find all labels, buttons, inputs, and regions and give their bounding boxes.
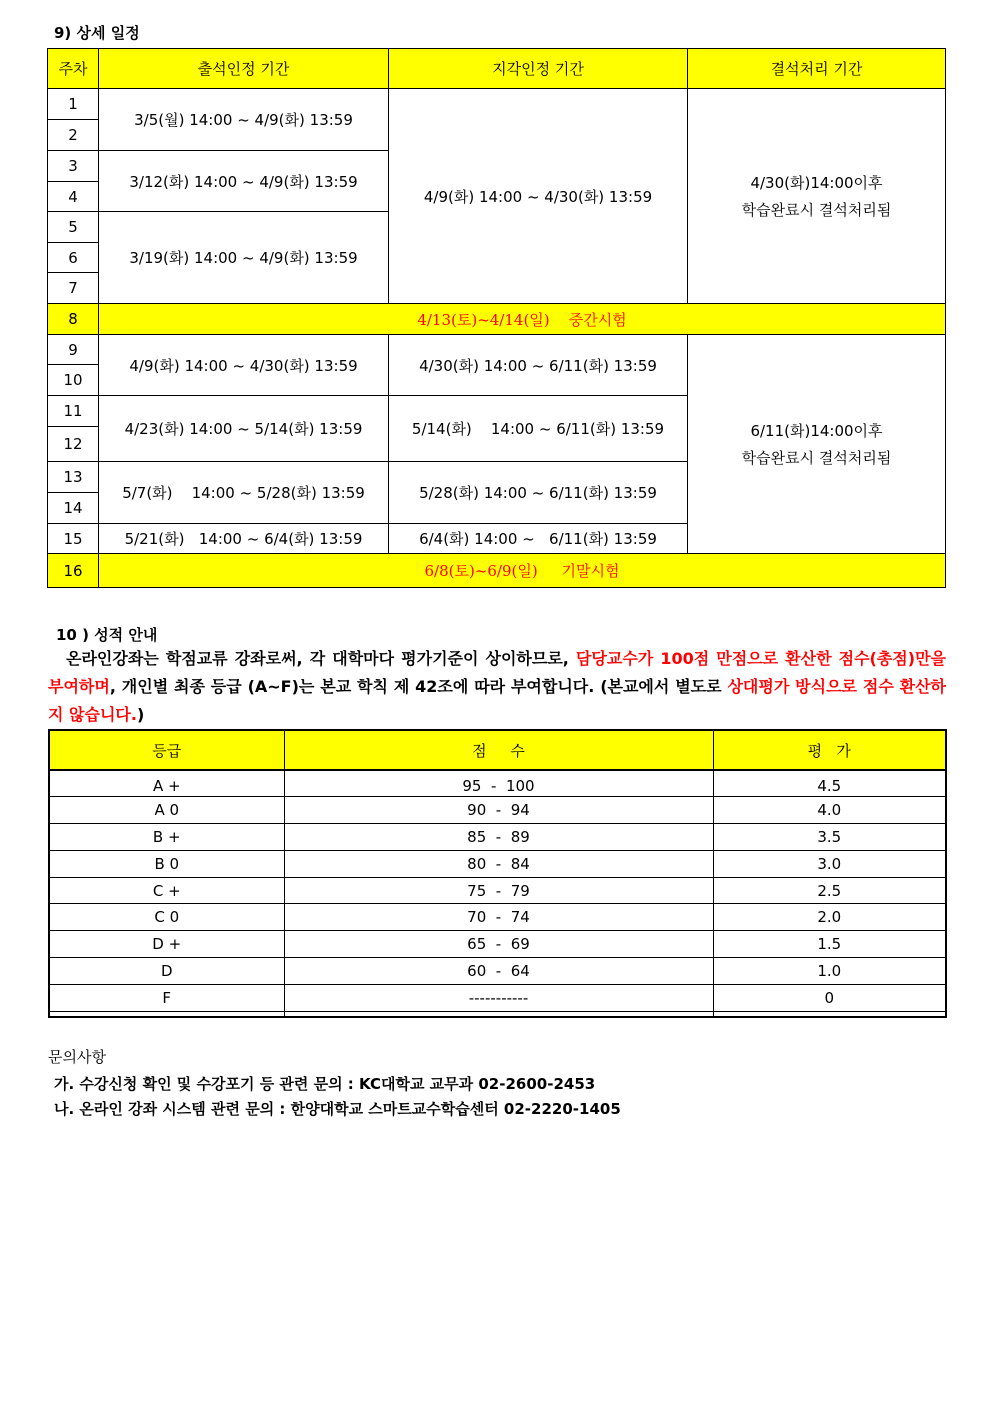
late-period: 4/30(화) 14:00 ~ 6/11(화) 13:59 [389,335,688,396]
grade-cell: C + [49,877,284,904]
week-cell: 5 [48,212,99,243]
week-cell: 1 [48,89,99,120]
contact-title: 문의사항 [48,1048,106,1066]
attend-period: 3/12(화) 14:00 ~ 4/9(화) 13:59 [99,151,389,212]
paragraph-highlight: 담당교수가 100점 만점으로 환산한 점수(총점)만을 부여하며 [48,649,946,696]
week-cell: 15 [48,524,99,554]
point-cell: 2.5 [713,877,946,904]
week-cell: 16 [48,554,99,588]
point-cell: 2.0 [713,904,946,931]
schedule-table [47,48,946,588]
score-cell: 90 - 94 [284,797,713,824]
spacer-cell [49,1011,284,1017]
midterm-exam: 4/13(토)~4/14(일) 중간시험 [99,304,946,335]
header-score: 점 수 [284,730,713,770]
point-cell: 3.0 [713,850,946,877]
grade-cell: F [49,984,284,1011]
score-cell: 80 - 84 [284,850,713,877]
week-cell: 12 [48,427,99,462]
week-cell: 9 [48,335,99,365]
grade-cell: D + [49,931,284,958]
paragraph-highlight: 상대평가 방식으로 점수 환산하지 않습니다. [48,677,947,724]
header-attend: 출석인정 기간 [99,49,389,89]
attend-period: 3/5(월) 14:00 ~ 4/9(화) 13:59 [99,89,389,151]
header-week: 주차 [48,49,99,89]
absent-period [688,335,946,554]
grade-cell: A 0 [49,797,284,824]
attend-period: 5/7(화) 14:00 ~ 5/28(화) 13:59 [99,462,389,524]
attend-period: 4/9(화) 14:00 ~ 4/30(화) 13:59 [99,335,389,396]
week-cell: 4 [48,182,99,212]
grade-cell: C 0 [49,904,284,931]
score-cell: 60 - 64 [284,958,713,985]
paragraph-text: ) [136,705,145,724]
point-cell: 0 [713,984,946,1011]
spacer-cell [284,1011,713,1017]
week-cell: 14 [48,493,99,524]
point-cell: 1.0 [713,958,946,985]
absent-line2: 학습완료시 결석처리됨 [741,201,892,219]
grade-row [49,824,946,851]
grade-row [49,931,946,958]
score-cell: ----------- [284,984,713,1011]
week-cell: 2 [48,120,99,151]
grade-cell: D [49,958,284,985]
point-cell: 3.5 [713,824,946,851]
score-cell: 75 - 79 [284,877,713,904]
paragraph-text: 온라인강좌는 학점교류 강좌로써, 각 대학마다 평가기준이 상이하므로, [66,649,576,668]
absent-line2: 학습완료시 결석처리됨 [741,449,892,467]
grade-cell: A + [49,770,284,797]
grade-row [49,770,946,797]
point-cell: 4.5 [713,770,946,797]
point-cell: 4.0 [713,797,946,824]
header-point: 평 가 [713,730,946,770]
contact-line1: 가. 수강신청 확인 및 수강포기 등 관련 문의 : KC대학교 교무과 02-2600-2453 [54,1075,596,1093]
week-cell: 11 [48,396,99,427]
attend-period: 3/19(화) 14:00 ~ 4/9(화) 13:59 [99,212,389,304]
grade-row [49,958,946,985]
point-cell: 1.5 [713,931,946,958]
score-cell: 65 - 69 [284,931,713,958]
grade-row [49,984,946,1011]
score-cell: 95 - 100 [284,770,713,797]
grade-cell: B + [49,824,284,851]
absent-period [688,89,946,304]
score-cell: 85 - 89 [284,824,713,851]
attend-period: 5/21(화) 14:00 ~ 6/4(화) 13:59 [99,524,389,554]
week-cell: 6 [48,243,99,273]
paragraph-text: , 개인별 최종 등급 (A~F)는 본교 학칙 제 42조에 따라 부여합니다. (본교에서 별도로 [109,677,728,696]
late-period: 5/14(화) 14:00 ~ 6/11(화) 13:59 [389,396,688,462]
grade-row [49,904,946,931]
late-period: 6/4(화) 14:00 ~ 6/11(화) 13:59 [389,524,688,554]
week-cell: 7 [48,273,99,304]
header-absent: 결석처리 기간 [688,49,946,89]
week-cell: 13 [48,462,99,493]
spacer-cell [713,1011,946,1017]
score-cell: 70 - 74 [284,904,713,931]
grade-table [48,729,947,1018]
attend-period: 4/23(화) 14:00 ~ 5/14(화) 13:59 [99,396,389,462]
header-late: 지각인정 기간 [389,49,688,89]
week-cell: 8 [48,304,99,335]
grade-row [49,850,946,877]
late-period: 4/9(화) 14:00 ~ 4/30(화) 13:59 [389,89,688,304]
final-exam: 6/8(토)~6/9(일) 기말시험 [99,554,946,588]
grade-row [49,877,946,904]
absent-line1: 4/30(화)14:00이후 [750,174,883,192]
schedule-title: 9) 상세 일정 [54,24,140,42]
week-cell: 10 [48,365,99,396]
grade-spacer-row [49,1011,946,1017]
grading-paragraph [48,645,946,729]
week-cell: 3 [48,151,99,182]
grade-row [49,797,946,824]
grading-title: 10 ) 성적 안내 [56,626,158,644]
header-grade: 등급 [49,730,284,770]
grade-cell: B 0 [49,850,284,877]
absent-line1: 6/11(화)14:00이후 [750,422,883,440]
contact-line2: 나. 온라인 강좌 시스템 관련 문의 : 한양대학교 스마트교수학습센터 02-2220-1405 [54,1100,621,1118]
late-period: 5/28(화) 14:00 ~ 6/11(화) 13:59 [389,462,688,524]
